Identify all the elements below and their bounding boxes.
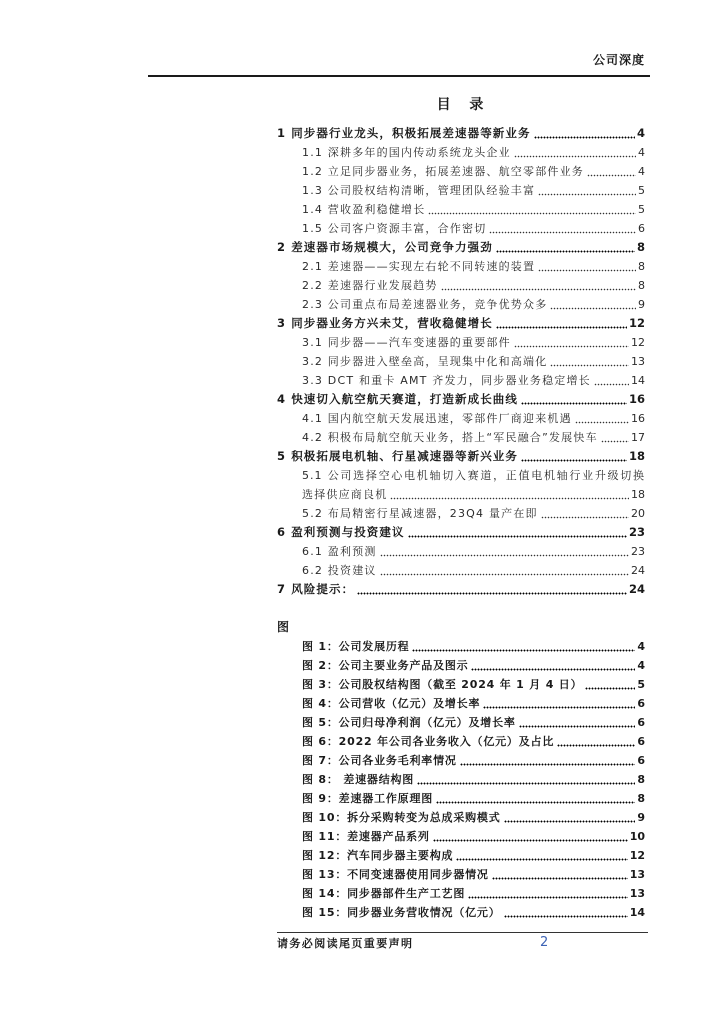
figure-entry-page: 10 (629, 830, 645, 843)
toc-section-3-1[interactable] (277, 333, 645, 352)
dot-leader (538, 181, 636, 200)
toc-entry-page: 8 (638, 279, 645, 292)
figure-entry-page: 13 (629, 868, 645, 881)
toc-section-1-1[interactable] (277, 143, 645, 162)
toc-heading: 目 录 (436, 97, 486, 113)
toc-entry-title: 2 差速器市场规模大，公司竞争力强劲 (277, 240, 493, 254)
footer-rule (277, 932, 648, 933)
toc-entry-title: 3.2 同步器进入壁垒高，呈现集中化和高端化 (302, 355, 548, 368)
toc-entry-title: 5.2 布局精密行星减速器，23Q4 量产在即 (302, 507, 538, 520)
dot-leader (534, 124, 635, 143)
dot-leader (557, 732, 635, 751)
toc-entry-page: 4 (638, 165, 645, 178)
toc-entry-page: 12 (631, 336, 645, 349)
toc-entry-title: 5 积极拓展电机轴、行星减速器等新兴业务 (277, 449, 519, 463)
figure-entry-title: 图 14：同步器部件生产工艺图 (302, 887, 466, 900)
dot-leader (496, 314, 627, 333)
dot-leader (496, 238, 635, 257)
dot-leader (471, 656, 635, 675)
figure-entry-title: 图 3：公司股权结构图（截至 2024 年 1 月 4 日） (302, 678, 583, 691)
toc-section-5-2[interactable] (277, 504, 645, 523)
figure-entry-title: 图 2：公司主要业务产品及图示 (302, 659, 469, 672)
dot-leader (521, 447, 627, 466)
dot-leader (594, 371, 629, 390)
toc-entry-title: 1.1 深耕多年的国内传动系统龙头企业 (302, 146, 511, 159)
figure-list-item-12[interactable] (277, 846, 645, 865)
toc-entry-page: 17 (631, 431, 645, 444)
dot-leader (436, 789, 635, 808)
dot-leader (541, 504, 629, 523)
dot-leader (489, 219, 636, 238)
spacer (277, 599, 645, 618)
figure-entry-page: 6 (637, 754, 645, 767)
toc-entry-page: 14 (631, 374, 645, 387)
figure-list-heading (277, 618, 645, 637)
toc-entry-page: 23 (631, 545, 645, 558)
toc-entry-title: 2.3 公司重点布局差速器业务，竞争优势众多 (302, 298, 548, 311)
figure-entry-page: 8 (637, 792, 645, 805)
toc-entry-title: 7 风险提示： (277, 582, 355, 596)
figure-list-item-5[interactable] (277, 713, 645, 732)
dot-leader (468, 884, 628, 903)
toc-entry-title: 3 同步器业务方兴未艾，营收稳健增长 (277, 316, 493, 330)
toc-entry-title: 5.1 公司选择空心电机轴切入赛道，正值电机轴行业升级切换 (302, 469, 645, 482)
dot-leader (587, 162, 636, 181)
toc-section-1-2[interactable] (277, 162, 645, 181)
dot-leader (433, 827, 628, 846)
toc-entry-page: 24 (628, 582, 645, 596)
toc-chapter-3[interactable] (277, 314, 645, 333)
figure-list-item-10[interactable] (277, 808, 645, 827)
figure-list-item-14[interactable] (277, 884, 645, 903)
dot-leader (504, 808, 636, 827)
toc-entry-page: 20 (631, 507, 645, 520)
toc-section-1-4[interactable] (277, 200, 645, 219)
figure-entry-title: 图 13：不同变速器使用同步器情况 (302, 868, 489, 881)
toc-section-1-3[interactable] (277, 181, 645, 200)
figure-list-item-15[interactable] (277, 903, 645, 922)
dot-leader (514, 333, 629, 352)
figure-entry-page: 4 (637, 659, 645, 672)
dot-leader (601, 428, 629, 447)
table-of-contents (277, 124, 645, 922)
toc-entry-page: 9 (638, 298, 645, 311)
toc-entry-page: 23 (628, 525, 645, 539)
toc-section-4-1[interactable] (277, 409, 645, 428)
figure-entry-title: 图 7：公司各业务毛利率情况 (302, 754, 457, 767)
toc-entry-page: 16 (631, 412, 645, 425)
toc-chapter-1[interactable] (277, 124, 645, 143)
figure-list-item-6[interactable] (277, 732, 645, 751)
figure-entry-title: 图 9：差速器工作原理图 (302, 792, 434, 805)
dot-leader (417, 770, 635, 789)
figure-list-item-7[interactable] (277, 751, 645, 770)
toc-entry-title: 1.3 公司股权结构清晰，管理团队经验丰富 (302, 184, 536, 197)
figure-list-item-4[interactable] (277, 694, 645, 713)
figure-entry-page: 14 (629, 906, 645, 919)
figure-entry-page: 8 (637, 773, 645, 786)
dot-leader (412, 637, 635, 656)
figure-list-item-9[interactable] (277, 789, 645, 808)
figure-entry-title: 图 10：拆分采购转变为总成采购模式 (302, 811, 501, 824)
toc-entry-page: 12 (628, 316, 645, 330)
dot-leader (456, 846, 627, 865)
toc-section-2-3[interactable] (277, 295, 645, 314)
dot-leader (441, 276, 636, 295)
figure-entry-page: 6 (637, 735, 645, 748)
figure-list-heading-label: 图 (277, 620, 290, 634)
toc-entry-page: 18 (631, 488, 645, 501)
dot-leader (519, 713, 636, 732)
header-rule (148, 75, 650, 77)
footer-disclaimer: 请务必阅读尾页重要声明 (277, 937, 414, 950)
toc-entry-page: 8 (638, 260, 645, 273)
figure-entry-title: 图 11：差速器产品系列 (302, 830, 430, 843)
figure-entry-page: 13 (629, 887, 645, 900)
toc-chapter-2[interactable] (277, 238, 645, 257)
toc-entry-page: 13 (631, 355, 645, 368)
figure-entry-page: 6 (637, 716, 645, 729)
toc-chapter-5[interactable] (277, 447, 645, 466)
figure-entry-page: 5 (637, 678, 645, 691)
toc-entry-page: 6 (638, 222, 645, 235)
figure-entry-title: 图 15：同步器业务营收情况（亿元） (302, 906, 501, 919)
figure-entry-page: 12 (629, 849, 645, 862)
figure-entry-title: 图 5：公司归母净利润（亿元）及增长率 (302, 716, 516, 729)
figure-list-item-13[interactable] (277, 865, 645, 884)
dot-leader (492, 865, 628, 884)
figure-list-item-3[interactable] (277, 675, 645, 694)
dot-leader (390, 485, 629, 504)
dot-leader (521, 390, 627, 409)
toc-chapter-4[interactable] (277, 390, 645, 409)
dot-leader (514, 143, 636, 162)
toc-section-3-3[interactable] (277, 371, 645, 390)
toc-entry-title: 4.2 积极布局航空航天业务，搭上“军民融合”发展快车 (302, 431, 598, 444)
figure-list-item-2[interactable] (277, 656, 645, 675)
figure-entry-title: 图 4：公司营收（亿元）及增长率 (302, 697, 481, 710)
figure-entry-page: 9 (637, 811, 645, 824)
dot-leader (504, 903, 628, 922)
toc-entry-title-continued: 选择供应商良机 (302, 488, 388, 501)
toc-entry-page: 5 (638, 184, 645, 197)
toc-entry-title: 1.5 公司客户资源丰富，合作密切 (302, 222, 487, 235)
toc-entry-page: 4 (636, 126, 645, 140)
toc-entry-page: 8 (636, 240, 645, 254)
figure-list-item-1[interactable] (277, 637, 645, 656)
toc-entry-page: 18 (628, 449, 645, 463)
toc-entry-page: 5 (638, 203, 645, 216)
figure-entry-page: 4 (637, 640, 645, 653)
dot-leader (483, 694, 635, 713)
toc-entry-title: 3.1 同步器——汽车变速器的重要部件 (302, 336, 511, 349)
toc-entry-title: 6.1 盈利预测 (302, 545, 377, 558)
toc-entry-title: 1.2 立足同步器业务，拓展差速器、航空零部件业务 (302, 165, 584, 178)
toc-entry-page: 24 (631, 564, 645, 577)
figure-list-item-8[interactable] (277, 770, 645, 789)
toc-entry-title: 6.2 投资建议 (302, 564, 377, 577)
toc-section-6-1[interactable] (277, 542, 645, 561)
toc-entry-title: 4.1 国内航空航天发展迅速，零部件厂商迎来机遇 (302, 412, 572, 425)
figure-list-item-11[interactable] (277, 827, 645, 846)
dot-leader (380, 542, 629, 561)
toc-section-2-1[interactable] (277, 257, 645, 276)
toc-entry-page: 16 (628, 392, 645, 406)
toc-entry-title: 6 盈利预测与投资建议 (277, 525, 405, 539)
footer-page-number: 2 (540, 935, 549, 950)
report-type-label: 公司深度 (592, 53, 645, 67)
toc-entry-title: 4 快速切入航空航天赛道，打造新成长曲线 (277, 392, 519, 406)
toc-section-5-1[interactable] (277, 466, 645, 485)
dot-leader (550, 352, 629, 371)
dot-leader (585, 675, 635, 694)
figure-entry-title: 图 8： 差速器结构图 (302, 773, 415, 786)
dot-leader (538, 257, 636, 276)
dot-leader (380, 561, 629, 580)
dot-leader (550, 295, 636, 314)
dot-leader (357, 580, 627, 599)
dot-leader (460, 751, 636, 770)
toc-section-4-2[interactable] (277, 428, 645, 447)
figure-entry-title: 图 12：汽车同步器主要构成 (302, 849, 454, 862)
toc-section-3-2[interactable] (277, 352, 645, 371)
toc-entry-title: 1 同步器行业龙头，积极拓展差速器等新业务 (277, 126, 531, 140)
dot-leader (428, 200, 636, 219)
toc-entry-title: 2.2 差速器行业发展趋势 (302, 279, 438, 292)
toc-entry-title: 1.4 营收盈利稳健增长 (302, 203, 426, 216)
toc-entry-page: 4 (638, 146, 645, 159)
figure-entry-page: 6 (637, 697, 645, 710)
toc-chapter-7[interactable] (277, 580, 645, 599)
dot-leader (408, 523, 627, 542)
toc-section-6-2[interactable] (277, 561, 645, 580)
toc-section-2-2[interactable] (277, 276, 645, 295)
toc-entry-title: 2.1 差速器——实现左右轮不同转速的装置 (302, 260, 536, 273)
figure-entry-title: 图 6：2022 年公司各业务收入（亿元）及占比 (302, 735, 555, 748)
toc-section-5-1-continued[interactable] (277, 485, 645, 504)
toc-entry-title: 3.3 DCT 和重卡 AMT 齐发力，同步器业务稳定增长 (302, 374, 591, 387)
dot-leader (575, 409, 629, 428)
toc-section-1-5[interactable] (277, 219, 645, 238)
toc-chapter-6[interactable] (277, 523, 645, 542)
figure-entry-title: 图 1：公司发展历程 (302, 640, 410, 653)
